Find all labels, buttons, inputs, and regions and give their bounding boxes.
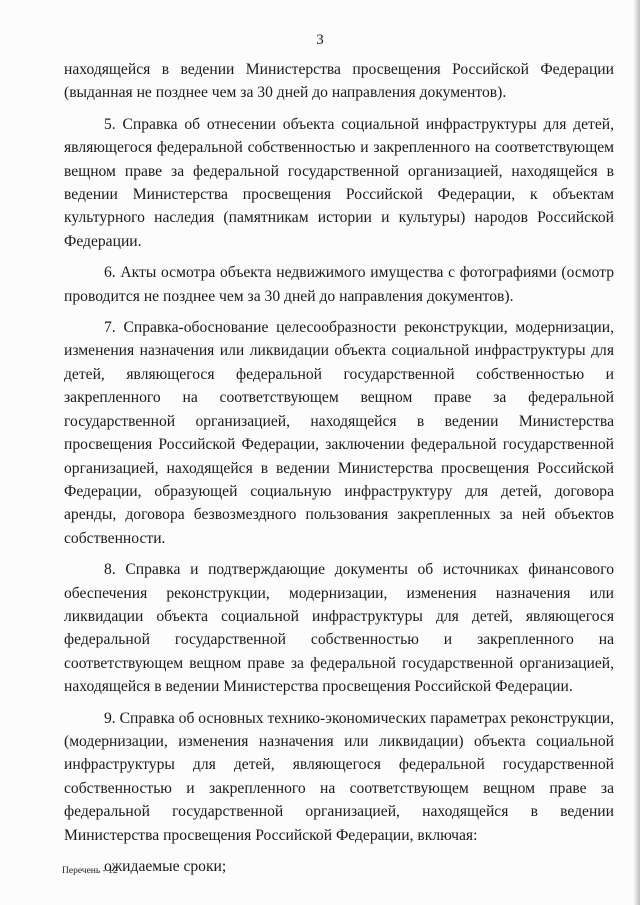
paragraph-continuation: находящейся в ведении Министерства просвещения Российской Федерации (выданная не позднее чем за 30 дней до направления документов). xyxy=(64,61,614,102)
document-body xyxy=(64,58,614,878)
paragraph-item-8: 8. Справка и подтверждающие документы об источниках финансового обеспечения реконструкции, модернизации, изменения назначения или ликвидации объекта социальной инфраструктуры для детей, являющегося федеральной государственной собственностью и закрепленного на соответствующем вещном праве за федеральной государственной организацией, находящейся в ведении Министерства просвещения Российской Федерации. xyxy=(64,561,614,696)
paragraph-item-5: 5. Справка об отнесении объекта социальной инфраструктуры для детей, являющегося федеральной собственностью и закрепленного на соответствующем вещном праве за федеральной государственной организацией, находящейся в ведении Министерства просвещения Российской Федерации, к объектам культурного наследия (памятникам истории и культуры) народов Российской Федерации. xyxy=(64,115,614,250)
footer-label: Перечень - 12 xyxy=(62,866,118,876)
page-edge-shadow xyxy=(634,0,640,905)
paragraph-item-7: 7. Справка-обоснование целесообразности реконструкции, модернизации, изменения назначения или ликвидации объекта социальной инфраструктуры для детей, являющегося федеральной государственной собственностью и закрепленного на соответствующем вещном праве за федеральной государственной организацией, находящейся в ведении Министерства просвещения Российской Федерации, заключении федеральной государственной организацией, находящейся в ведении Министерства просвещения Российской Федерации, образующей социальную инфраструктуру для детей, договора аренды, договора безвозмездного пользования закрепленных за ней объектов собственности. xyxy=(64,319,614,547)
paragraph-sub-item: ожидаемые сроки; xyxy=(104,858,227,875)
page-number: 3 xyxy=(316,32,324,48)
paragraph-item-9: 9. Справка об основных технико-экономических параметрах реконструкции, (модернизации, изменения назначения или ликвидации) объекта социальной инфраструктуры для детей, являющегося федеральной государственной собственностью и закрепленного на соответствующем вещном праве за федеральной государственной организацией, находящейся в ведении Министерства просвещения Российской Федерации, включая: xyxy=(64,709,614,844)
paragraph-item-6: 6. Акты осмотра объекта недвижимого имущества с фотографиями (осмотр проводится не позднее чем за 30 дней до направления документов). xyxy=(64,264,614,305)
